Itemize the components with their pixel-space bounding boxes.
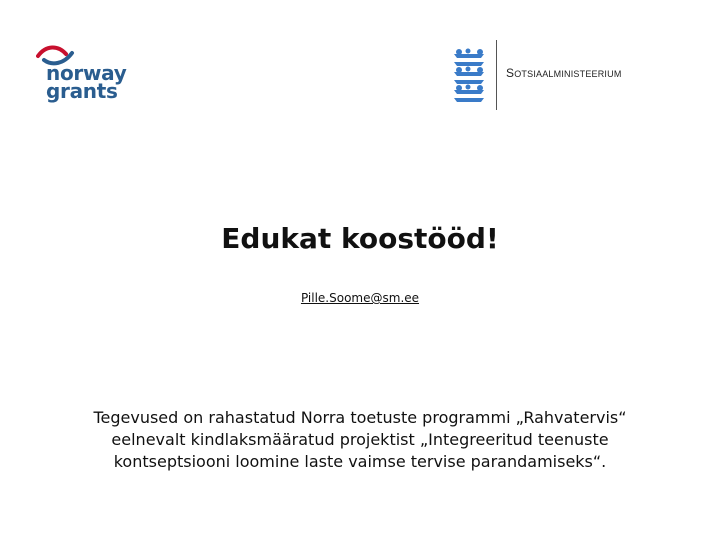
ministry-name-initial: S bbox=[506, 66, 515, 80]
norway-grants-logo bbox=[36, 44, 132, 104]
norway-grants-word-2: grants bbox=[46, 79, 118, 103]
slide-title: Edukat koostööd! bbox=[221, 222, 499, 255]
ministry-logo bbox=[448, 40, 638, 112]
funding-note-line-3: kontseptsiooni loomine laste vaimse tervise parandamiseks“. bbox=[113, 452, 607, 471]
ministry-divider bbox=[496, 40, 497, 110]
email-link[interactable]: Pille.Soome@sm.ee bbox=[300, 291, 420, 305]
norway-grants-word-1: norway bbox=[46, 61, 127, 85]
funding-note bbox=[40, 407, 680, 473]
email-line bbox=[0, 291, 720, 305]
funding-note-line-2: eelnevalt kindlaksmääratud projektist „Integreeritud teenuste bbox=[111, 430, 609, 449]
ministry-name bbox=[506, 66, 622, 80]
funding-note-line-1: Tegevused on rahastatud Norra toetuste programmi „Rahvatervis“ bbox=[93, 408, 627, 427]
estonian-coat-of-arms-icon bbox=[450, 48, 490, 104]
ministry-name-rest: OTSIAALMINISTEERIUM bbox=[514, 69, 622, 79]
